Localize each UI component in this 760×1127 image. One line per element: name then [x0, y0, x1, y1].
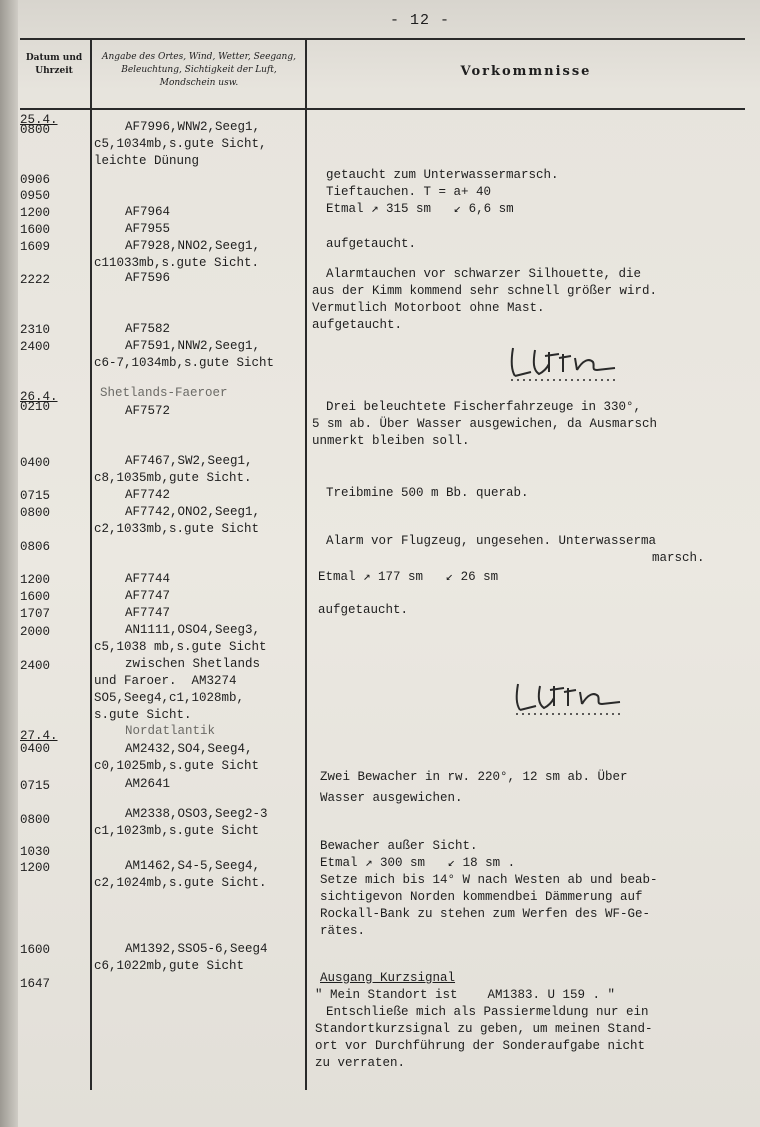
location-line: AF7582 — [125, 322, 171, 336]
time-entry: 2000 — [20, 625, 51, 639]
page-number: - 12 - — [390, 12, 451, 29]
location-line: Shetlands-Faeroer — [100, 386, 228, 400]
location-line: c11033mb,s.gute Sicht. — [94, 256, 260, 270]
location-line: c5,1034mb,s.gute Sicht, — [94, 137, 267, 151]
time-entry: 0806 — [20, 540, 51, 554]
event-line: 5 sm ab. Über Wasser ausgewichen, da Ausmarsch — [312, 417, 658, 431]
event-line: Vermutlich Motorboot ohne Mast. — [312, 301, 545, 315]
location-line: s.gute Sicht. — [94, 708, 192, 722]
event-line: unmerkt bleiben soll. — [312, 434, 470, 448]
time-entry: 1030 — [20, 845, 51, 859]
table-top-rule — [20, 38, 745, 40]
event-line: aus der Kimm kommend sehr schnell größer wird. — [312, 284, 658, 298]
location-line: c6-7,1034mb,s.gute Sicht — [94, 356, 275, 370]
date-27-4: 27.4. — [20, 729, 58, 743]
time-entry: 1609 — [20, 240, 51, 254]
event-line: Rockall-Bank zu stehen zum Werfen des WF-Ge- — [320, 907, 651, 921]
location-line: AF7996,WNW2,Seeg1, — [125, 120, 261, 134]
location-line: AM2338,OSO3,Seeg2-3 — [125, 807, 268, 821]
time-entry: 0400 — [20, 742, 51, 756]
location-line: c2,1033mb,s.gute Sicht — [94, 522, 260, 536]
event-line: Zwei Bewacher in rw. 220°, 12 sm ab. Über — [320, 770, 628, 784]
time-entry: 1600 — [20, 590, 51, 604]
location-line: AM1392,SSO5-6,Seeg4 — [125, 942, 268, 956]
handwritten-signature — [510, 674, 635, 722]
event-line: Entschließe mich als Passiermeldung nur ein — [326, 1005, 649, 1019]
time-entry: 2400 — [20, 659, 51, 673]
event-line: Drei beleuchtete Fischerfahrzeuge in 330°, — [326, 400, 642, 414]
location-line: Nordatlantik — [125, 724, 216, 738]
location-line: AF7744 — [125, 572, 171, 586]
time-entry: 0715 — [20, 779, 51, 793]
location-line: AF7591,NNW2,Seeg1, — [125, 339, 261, 353]
event-line: Standortkurzsignal zu geben, um meinen Stand- — [315, 1022, 653, 1036]
date-25-4: 25.4. — [20, 113, 58, 127]
time-entry: 1200 — [20, 573, 51, 587]
date-26-4: 26.4. — [20, 390, 58, 404]
location-line: c5,1038 mb,s.gute Sicht — [94, 640, 267, 654]
location-line: AF7572 — [125, 404, 171, 418]
time-entry: 0950 — [20, 189, 51, 203]
location-line: c0,1025mb,s.gute Sicht — [94, 759, 260, 773]
event-line: Treibmine 500 m Bb. querab. — [326, 486, 529, 500]
location-line: AF7596 — [125, 271, 171, 285]
event-line: getaucht zum Unterwassermarsch. — [326, 168, 559, 182]
event-line: aufgetaucht. — [318, 603, 409, 617]
location-line: AF7955 — [125, 222, 171, 236]
event-line: Etmal ↗ 300 sm ↙ 18 sm . — [320, 856, 516, 870]
location-line: AF7747 — [125, 606, 171, 620]
event-line: Ausgang Kurzsignal — [320, 971, 456, 985]
location-line: AF7964 — [125, 205, 171, 219]
event-line: aufgetaucht. — [326, 237, 417, 251]
location-line: zwischen Shetlands — [125, 657, 261, 671]
location-line: c2,1024mb,s.gute Sicht. — [94, 876, 267, 890]
time-entry: 1200 — [20, 206, 51, 220]
page-binding-shadow — [0, 0, 18, 1127]
location-line: SO5,Seeg4,c1,1028mb, — [94, 691, 245, 705]
time-entry: 2222 — [20, 273, 51, 287]
time-entry: 1600 — [20, 943, 51, 957]
time-entry: 0715 — [20, 489, 51, 503]
time-entry: 0210 — [20, 400, 51, 414]
event-line: Tieftauchen. T = a+ 40 — [326, 185, 492, 199]
event-line: Alarmtauchen vor schwarzer Silhouette, die — [326, 267, 642, 281]
time-entry: 0800 — [20, 813, 51, 827]
time-entry: 1707 — [20, 607, 51, 621]
event-line: Wasser ausgewichen. — [320, 791, 463, 805]
location-line: AF7742,ONO2,Seeg1, — [125, 505, 261, 519]
time-entry: 1600 — [20, 223, 51, 237]
location-line: c6,1022mb,gute Sicht — [94, 959, 245, 973]
time-entry: 0800 — [20, 506, 51, 520]
header-datum: Datum und Uhrzeit — [25, 53, 83, 76]
event-line: marsch. — [652, 551, 705, 565]
location-line: AF7747 — [125, 589, 171, 603]
event-line: Setze mich bis 14° W nach Westen ab und beab- — [320, 873, 658, 887]
location-line: und Faroer. AM3274 — [94, 674, 237, 688]
event-line: ort vor Durchführung der Sonderaufgabe nicht — [315, 1039, 646, 1053]
location-line: AF7467,SW2,Seeg1, — [125, 454, 253, 468]
time-entry: 1200 — [20, 861, 51, 875]
location-line: c1,1023mb,s.gute Sicht — [94, 824, 260, 838]
location-line: AF7928,NNO2,Seeg1, — [125, 239, 261, 253]
header-angabe: Angabe des Ortes, Wind, Wetter, Seegang, Beleuchtung, Sichtigkeit der Luft, Mondschein usw. — [102, 52, 296, 88]
header-vorkommnisse: Vorkommnisse — [460, 64, 592, 79]
time-entry: 0800 — [20, 123, 51, 137]
event-line: Alarm vor Flugzeug, ungesehen. Unterwasserma — [326, 534, 657, 548]
location-line: AN1111,OSO4,Seeg3, — [125, 623, 261, 637]
column-rule-angabe — [305, 38, 307, 1090]
location-line: AF7742 — [125, 488, 171, 502]
location-line: AM1462,S4-5,Seeg4, — [125, 859, 261, 873]
event-line: Etmal ↗ 177 sm ↙ 26 sm — [318, 570, 499, 584]
location-line: AM2432,SO4,Seeg4, — [125, 742, 253, 756]
time-entry: 1647 — [20, 977, 51, 991]
location-line: leichte Dünung — [94, 154, 200, 168]
time-entry: 2310 — [20, 323, 51, 337]
event-line: zu verraten. — [315, 1056, 406, 1070]
header-bottom-rule — [20, 108, 745, 110]
event-line: Bewacher außer Sicht. — [320, 839, 478, 853]
location-line: AM2641 — [125, 777, 171, 791]
event-line: aufgetaucht. — [312, 318, 403, 332]
event-line: sichtigevon Norden kommendbei Dämmerung auf — [320, 890, 643, 904]
time-entry: 0906 — [20, 173, 51, 187]
handwritten-signature — [505, 338, 630, 386]
event-line: rätes. — [320, 924, 366, 938]
event-line: Etmal ↗ 315 sm ↙ 6,6 sm — [326, 202, 514, 216]
column-rule-datum — [90, 38, 92, 1090]
time-entry: 2400 — [20, 340, 51, 354]
location-line: c8,1035mb,gute Sicht. — [94, 471, 252, 485]
time-entry: 0400 — [20, 456, 51, 470]
event-line: " Mein Standort ist AM1383. U 159 . " — [315, 988, 616, 1002]
